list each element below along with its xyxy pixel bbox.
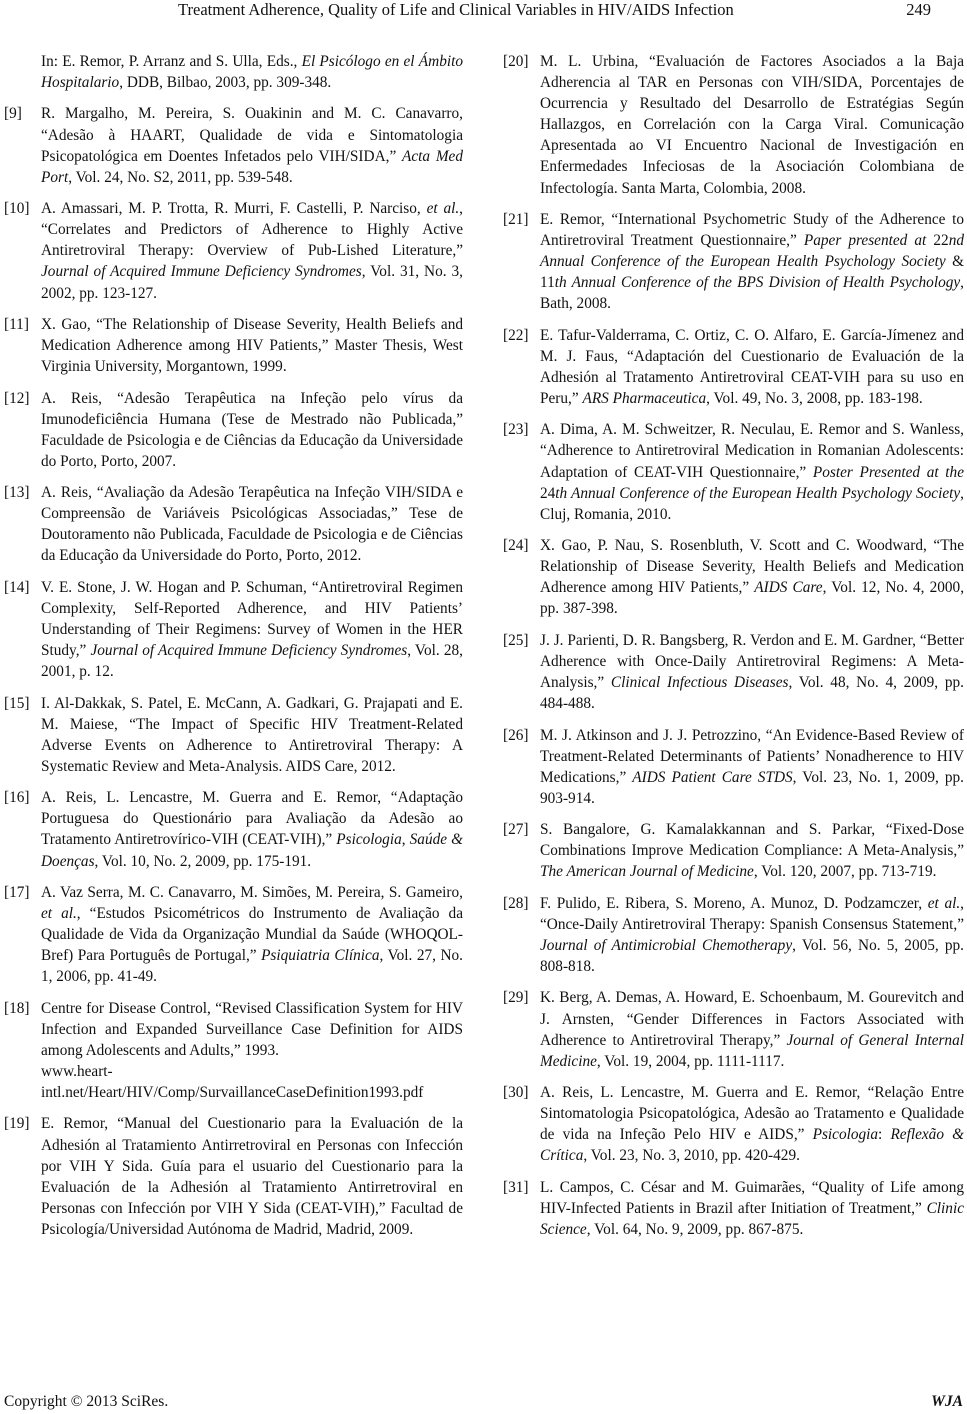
reference-number: [14] <box>4 578 30 596</box>
reference-text: A. Reis, L. Lencastre, M. Guerra and E. Remor, “Adaptação Portuguesa do Questionário para Avaliação da Adesão ao Tratamento Antiretrovírico-VIH (CEAT-VIH),” <box>41 789 463 849</box>
reference-text: Centre for Disease Control, “Revised Classification System for HIV Infection and Expanded Surveillance Case Definition for AIDS among Adolescents and Adults,” 1993. <box>41 999 463 1059</box>
reference-text: , Vol. 31, No. 3, 2002, pp. 123-127. <box>41 263 463 302</box>
reference-text: X. Gao, “The Relationship of Disease Severity, Health Beliefs and Medication Adherence among HIV Patients,” Master Thesis, West Virginia University, Morgantown, 1999. <box>41 315 463 376</box>
reference-entry <box>4 314 463 377</box>
reference-text: , Vol. 12, No. 4, 2000, pp. 387-398. <box>540 579 965 618</box>
reference-italic-text: Clinical Infectious Diseases <box>610 674 789 692</box>
reference-entry <box>503 325 964 409</box>
reference-italic-text: et al. <box>426 200 460 218</box>
reference-text: , Vol. 64, No. 9, 2009, pp. 867-875. <box>586 1220 804 1238</box>
reference-text: , “Estudos Psicométricos do Instrumento de Avaliação da Qualidade de Vida da Organização Mundial da Saúde (WHOQOL-Bref) Para Português de Portugal,” <box>41 905 463 965</box>
reference-text: , Vol. 28, 2001, p. 12. <box>41 642 463 681</box>
reference-entry <box>503 209 964 314</box>
reference-number: [24] <box>503 537 529 555</box>
reference-entry <box>4 882 463 987</box>
reference-italic-text: Psiquiatria Clínica <box>261 947 380 965</box>
reference-number: [11] <box>4 315 29 333</box>
reference-entry <box>4 1113 463 1240</box>
reference-italic-text: Paper presented at <box>803 232 934 250</box>
reference-text: 11 <box>540 274 555 292</box>
reference-number: [12] <box>4 389 30 407</box>
reference-text: A. Amassari, M. P. Trotta, R. Murri, F. Castelli, P. Narciso, <box>41 200 427 218</box>
page-footer <box>4 1392 963 1412</box>
reference-entry <box>503 419 964 524</box>
reference-entry <box>4 198 463 303</box>
reference-entry <box>4 51 463 93</box>
reference-italic-text: et al. <box>41 905 77 923</box>
journal-abbreviation: WJA <box>931 1393 963 1410</box>
reference-entry <box>4 577 463 682</box>
reference-text: , DDB, Bilbao, 2003, pp. 309-348. <box>119 74 332 92</box>
reference-text: A. Reis, “Adesão Terapêutica na Infeção pelo vírus da Imunodeficiência Humana (Tese de Mestrado não Publicada,” Faculdade de Psicologia e de Ciências da Educação da Universidade do Porto, Porto, 2007. <box>41 389 463 470</box>
reference-italic-text: Acta Med Port <box>41 147 463 186</box>
reference-text: A. Vaz Serra, M. C. Canavarro, M. Simões, M. Pereira, S. Gameiro, <box>41 883 463 901</box>
reference-text: , Cluj, Romania, 2010. <box>540 484 964 523</box>
reference-italic-text: ARS Pharmaceutica <box>582 390 707 407</box>
reference-entry <box>4 482 463 566</box>
reference-text: K. Berg, A. Demas, A. Howard, E. Schoenbaum, M. Gourevitch and J. Arnsten, “Gender Differences in Factors Associated with Adherence to Antiretroviral Therapy,” <box>540 989 964 1049</box>
reference-text: 24 <box>540 484 556 502</box>
reference-text: 22 <box>933 232 949 250</box>
reference-entry <box>4 693 463 777</box>
reference-italic-text: El Psicólogo en el Ámbito Hospitalario <box>41 53 463 92</box>
reference-list-left-column <box>4 51 463 1250</box>
reference-text: , Vol. 49, No. 3, 2008, pp. 183-198. <box>706 390 923 407</box>
reference-italic-text: Clinic Science <box>540 1199 964 1238</box>
reference-text: , Vol. 27, No. 1, 2006, pp. 41-49. <box>41 947 463 986</box>
reference-italic-text: Psicologia <box>336 831 402 849</box>
reference-text: , Vol. 10, No. 2, 2009, pp. 175-191. <box>94 852 312 870</box>
reference-text: I. Al-Dakkak, S. Patel, E. McCann, A. Gadkari, G. Prajapati and E. M. Maiese, “The Impact of Specific HIV Treatment-Related Adverse Events on Adherence to Antiretroviral Therapy: A Systematic Review and Meta-Analysis. AIDS Care, 2012. <box>41 694 463 775</box>
reference-text: , Bath, 2008. <box>540 274 964 313</box>
reference-text: M. J. Atkinson and J. J. Petrozzino, “An Evidence-Based Review of Treatment-Related Determinants of Patients’ Nonadherence to HIV Medications,” <box>540 726 964 786</box>
reference-number: [19] <box>4 1115 30 1133</box>
reference-italic-text: Journal of Antimicrobial Chemotherapy <box>540 936 793 954</box>
reference-number: [23] <box>503 421 529 439</box>
reference-url[interactable]: www.heart-intl.net/Heart/HIV/Comp/SurvaillanceCaseDefinition1993.pdf <box>41 1063 424 1102</box>
reference-text: , “Once-Daily Antiretroviral Therapy: Spanish Consensus Statement,” <box>540 894 964 933</box>
reference-text: J. J. Parienti, D. R. Bangsberg, R. Verdon and E. M. Gardner, “Better Adherence with Once-Daily Antiretroviral Regimens: A Meta-Analysis,” <box>540 631 964 692</box>
reference-number: [30] <box>503 1084 529 1102</box>
reference-text: E. Remor, “Manual del Cuestionario para la Evaluación de la Adhesión al Tratamiento Antirretroviral en Personas con Infección por VIH Y Sida. Guía para el usuario del Cuestionario para la Evaluación de la Adhesión al Tratamiento Antirretroviral en Personas con Infección por VIH Y Sida (CEAT-VIH),” Facultad de Psicología/Universidad Autónoma de Madrid, Madrid, 2009. <box>41 1115 463 1238</box>
reference-entry <box>503 725 964 809</box>
reference-number: [13] <box>4 484 30 502</box>
reference-list-right-column <box>503 51 964 1250</box>
reference-text: E. Remor, “International Psychometric Study of the Adherence to Antiretroviral Treatment Questionnaire,” <box>540 210 964 250</box>
reference-italic-text: nd Annual Conference of the European Health Psychology Society <box>540 232 964 271</box>
reference-italic-text: th Annual Conference of the European Health Psychology Society <box>555 484 961 502</box>
reference-entry <box>503 51 964 199</box>
reference-text: , <box>401 831 410 849</box>
reference-text: In: E. Remor, P. Arranz and S. Ulla, Eds., <box>41 53 302 70</box>
reference-number: [27] <box>503 821 529 839</box>
reference-number: [9] <box>4 105 22 123</box>
reference-number: [15] <box>4 694 30 712</box>
reference-italic-text: Journal of General Internal Medicine <box>540 1031 964 1070</box>
reference-italic-text: AIDS Care <box>754 579 823 597</box>
reference-text: M. L. Urbina, “Evaluación de Factores Asociados a la Baja Adherencia al TAR en Personas con VIH/SIDA, Porcentajes de Ocurrencia y Resultado del Desarrollo de Estratégias Según Hallazgos, en Correlación con la Carga Viral. Comunicação Apresentada ao VI Encuentro Nacional de Investigación en Enfermedades Infeciosas de la Asociación Colombiana de Infectología. Santa Marta, Colombia, 2008. <box>540 53 964 197</box>
reference-number: [26] <box>503 726 529 744</box>
reference-text: : <box>878 1126 891 1144</box>
reference-text: , Vol. 24, No. S2, 2011, pp. 539-548. <box>68 168 293 186</box>
reference-entry <box>4 388 463 472</box>
reference-text: A. Dima, A. M. Schweitzer, R. Neculau, E. Remor and S. Wanless, “Adherence to Antiretroviral Medication in Romanian Adolescents: Adaptation of CEAT-VIH Questionnaire,” <box>540 421 964 481</box>
reference-text: , “Correlates and Predictors of Adherence to Highly Active Antiretroviral Therapy: Overview of Pub-Lished Literature,” <box>41 200 463 260</box>
copyright-notice: Copyright © 2013 SciRes. <box>4 1393 169 1410</box>
reference-italic-text: et al. <box>927 894 961 912</box>
reference-number: [20] <box>503 53 529 70</box>
page-number: 249 <box>906 0 931 19</box>
reference-italic-text: The American Journal of Medicine <box>540 863 754 881</box>
reference-text: & <box>945 253 964 271</box>
reference-text: E. Tafur-Valderrama, C. Ortiz, C. O. Alfaro, E. García-Jímenez and M. J. Faus, “Adaptación del Cuestionario de Evaluación de la Adhesión al Tratamento Antiretroviral CEAT-VIH para su uso en Peru,” <box>540 326 964 407</box>
reference-number: [21] <box>503 210 529 228</box>
reference-italic-text: Reflexão & Crítica <box>540 1126 965 1165</box>
reference-entry <box>503 819 964 882</box>
reference-text: S. Bangalore, G. Kamalakkannan and S. Parkar, “Fixed-Dose Combinations Improve Medication Compliance: A Meta-Analysis,” <box>540 821 964 860</box>
reference-entry <box>4 998 463 1103</box>
reference-italic-text: Saúde & Doenças <box>41 831 463 870</box>
reference-text: , Vol. 48, No. 4, 2009, pp. 484-488. <box>540 674 964 713</box>
reference-text: A. Reis, L. Lencastre, M. Guerra and E. Remor, “Relação Entre Sintomatologia Psicopatológica, Adesão ao Tratamento e Qualidade de vida na Infeção Pelo HIV e AIDS,” <box>540 1084 964 1144</box>
reference-number: [28] <box>503 894 529 912</box>
reference-number: [25] <box>503 631 529 649</box>
reference-text: , Vol. 23, No. 3, 2010, pp. 420-429. <box>583 1147 800 1165</box>
reference-text: L. Campos, C. César and M. Guimarães, “Quality of Life among HIV-Infected Patients in Brazil after Initiation of Treatment,” <box>540 1178 964 1217</box>
reference-italic-text: Journal of Acquired Immune Deficiency Syndromes <box>90 642 408 660</box>
reference-number: [22] <box>503 326 529 344</box>
reference-text: , Vol. 19, 2004, pp. 1111-1117. <box>596 1052 785 1070</box>
reference-number: [17] <box>4 883 30 901</box>
running-head-title: Treatment Adherence, Quality of Life and Clinical Variables in HIV/AIDS Infection <box>178 0 734 19</box>
reference-entry <box>503 987 964 1071</box>
reference-italic-text: Psicologia <box>812 1126 879 1144</box>
reference-italic-text: AIDS Patient Care STDS <box>632 768 793 786</box>
reference-italic-text: Journal of Acquired Immune Deficiency Syndromes <box>41 263 362 281</box>
reference-text: , Vol. 56, No. 5, 2005, pp. 808-818. <box>540 936 964 976</box>
reference-number: [10] <box>4 200 30 218</box>
reference-entry <box>4 103 463 187</box>
reference-number: [29] <box>503 989 529 1007</box>
reference-entry <box>503 535 964 619</box>
reference-entry <box>503 1082 964 1166</box>
reference-entry <box>4 787 463 871</box>
reference-italic-text: th Annual Conference of the BPS Division of Health Psychology <box>554 274 961 292</box>
reference-text: X. Gao, P. Nau, S. Rosenbluth, V. Scott and C. Woodward, “The Relationship of Disease Severity, Health Beliefs and Medication Adherence among HIV Patients,” <box>540 537 964 597</box>
reference-entry <box>503 1177 964 1240</box>
reference-text: , Vol. 120, 2007, pp. 713-719. <box>753 863 937 881</box>
running-head <box>0 0 967 28</box>
reference-number: [16] <box>4 789 30 807</box>
reference-text: A. Reis, “Avaliação da Adesão Terapêutica na Infeção VIH/SIDA e Compreensão de Variáveis Psicológicas Associadas,” Tese de Doutoramento não Publicada, Faculdade de Psicologia e de Ciências da Educação da Universidade do Porto, Porto, 2012. <box>41 484 463 565</box>
reference-text: F. Pulido, E. Ribera, S. Moreno, A. Munoz, D. Podzamczer, <box>540 894 928 912</box>
reference-number: [18] <box>4 999 30 1017</box>
reference-number: [31] <box>503 1178 529 1196</box>
reference-text: R. Margalho, M. Pereira, S. Ouakinin and M. C. Canavarro, “Adesão à HAART, Qualidade de vida e Sintomatologia Psicopatológica em Doentes Infetados pelo VIH/SIDA,” <box>41 105 463 165</box>
reference-text: , Vol. 23, No. 1, 2009, pp. 903-914. <box>540 768 964 807</box>
reference-entry <box>503 893 964 977</box>
reference-italic-text: Poster Presented at the <box>812 463 964 481</box>
reference-text: V. E. Stone, J. W. Hogan and P. Schuman, “Antiretroviral Regimen Complexity, Self-Reported Adherence, and HIV Patients’ Understanding of Their Regimens: Survey of Women in the HER Study,” <box>41 578 463 660</box>
reference-entry <box>503 630 964 714</box>
